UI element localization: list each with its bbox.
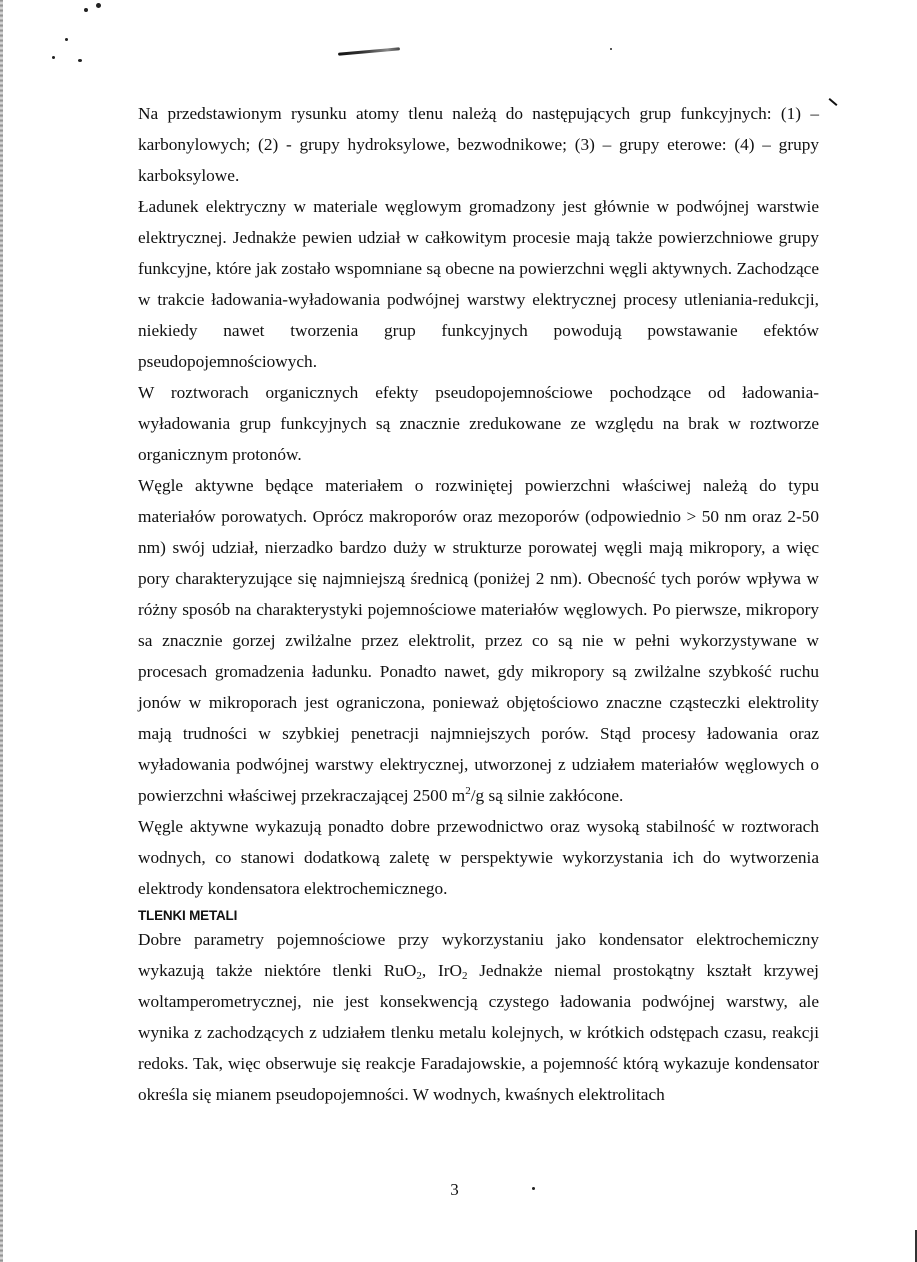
paragraph-organic-solutions: W roztworach organicznych efekty pseudopojemnościowe pochodzące od ładowania-wyładowania grup funkcyjnych są znacznie zredukowane ze względu na brak w roztworze organicznym protonów. [138,383,819,464]
metal-oxides-text-3: Jednakże niemal prostokątny kształt krzywej woltamperometrycznej, nie jest konsekwencją czystego ładowania podwójnej warstwy, ale wynika z zachodzących z udziałem tlenku metalu kolejnych, w krótkich odstępach czasu, reakcji redoks. Tak, więc obserwuje się reakcje Faradajowskie, a pojemność którą wykazuje kondensator określa się mianem pseudopojemności. W wodnych, kwaśnych elektrolitach [138,961,819,1104]
subscript-2: 2 [461,970,468,982]
pen-mark [338,47,400,55]
scan-edge-artifact [0,0,3,1262]
page-number: 3 [450,1180,459,1199]
metal-oxides-text-2: , IrO [421,961,462,980]
superscript-2: 2 [465,785,471,797]
paragraph-functional-groups: Na przedstawionym rysunku atomy tlenu należą do następujących grup funkcyjnych: (1) – karbonylowych; (2) - grupy hydroksylowe, bezwodnikowe; (3) – grupy eterowe: (4) – grupy karboksylowe. [138,104,819,185]
scan-speck [52,56,55,59]
paragraph-electric-charge: Ładunek elektryczny w materiale węglowym gromadzony jest głównie w podwójnej warstwie elektrycznej. Jednakże pewien udział w całkowitym procesie mają także powierzchniowe grupy funkcyjne, które jak zostało wspomniane są obecne na powierzchni węgli aktywnych. Zachodzące w trakcie ładowania-wyładowania podwójnej warstwy elektrycznej procesy utleniania-redukcji, niekiedy nawet tworzenia grup funkcyjnych powodują powstawanie efektów pseudopojemnościowych. [138,197,819,371]
metal-oxides-text-1: Dobre parametry pojemnościowe przy wykorzystaniu jako kondensator elektrochemiczny wykazują także niektóre tlenki RuO [138,930,819,980]
scan-speck [78,59,82,62]
document-page [138,98,819,1110]
margin-tick-mark [829,98,838,106]
paragraph-metal-oxides [138,924,819,1110]
scan-speck [96,3,101,8]
paragraph-porous-text-end: /g są silnie zakłócone. [470,786,624,805]
scan-speck [84,8,88,12]
section-heading-metal-oxides: TLENKI METALI [138,908,238,923]
paragraph-conductivity: Węgle aktywne wykazują ponadto dobre przewodnictwo oraz wysoką stabilność w roztworach wodnych, co stanowi dodatkową zaletę w perspektywie wykorzystania ich do wytworzenia elektrody kondensatora elektrochemicznego. [138,817,819,898]
paragraph-porous-text: Węgle aktywne będące materiałem o rozwiniętej powierzchni właściwej należą do typu materiałów porowatych. Oprócz makroporów oraz mezoporów (odpowiednio > 50 nm oraz 2-50 nm) swój udział, nierzadko bardzo duży w strukturze porowatej węgli mają mikropory, a więc pory charakteryzujące się najmniejszą średnicą (poniżej 2 nm). Obecność tych porów wpływa w różny sposób na charakterystyki pojemnościowe materiałów węglowych. Po pierwsze, mikropory sa znacznie gorzej zwilżalne przez elektrolit, przez co są nie w pełni wykorzystywane w procesach gromadzenia ładunku. Ponadto nawet, gdy mikropory są zwilżalne szybkość ruchu jonów w mikroporach jest ograniczona, ponieważ objętościowo znaczne cząsteczki elektrolity mają trudności w szybkiej penetracji najmniejszych porów. Stąd procesy ładowania oraz wyładowania podwójnej warstwy elektrycznej, utworzonej z udziałem materiałów węglowych o powierzchni właściwej przekraczającej 2500 m [138,476,819,805]
paragraph-porous-materials [138,470,819,811]
subscript-2: 2 [416,970,422,982]
scan-speck [65,38,68,41]
scan-speck [610,48,612,50]
